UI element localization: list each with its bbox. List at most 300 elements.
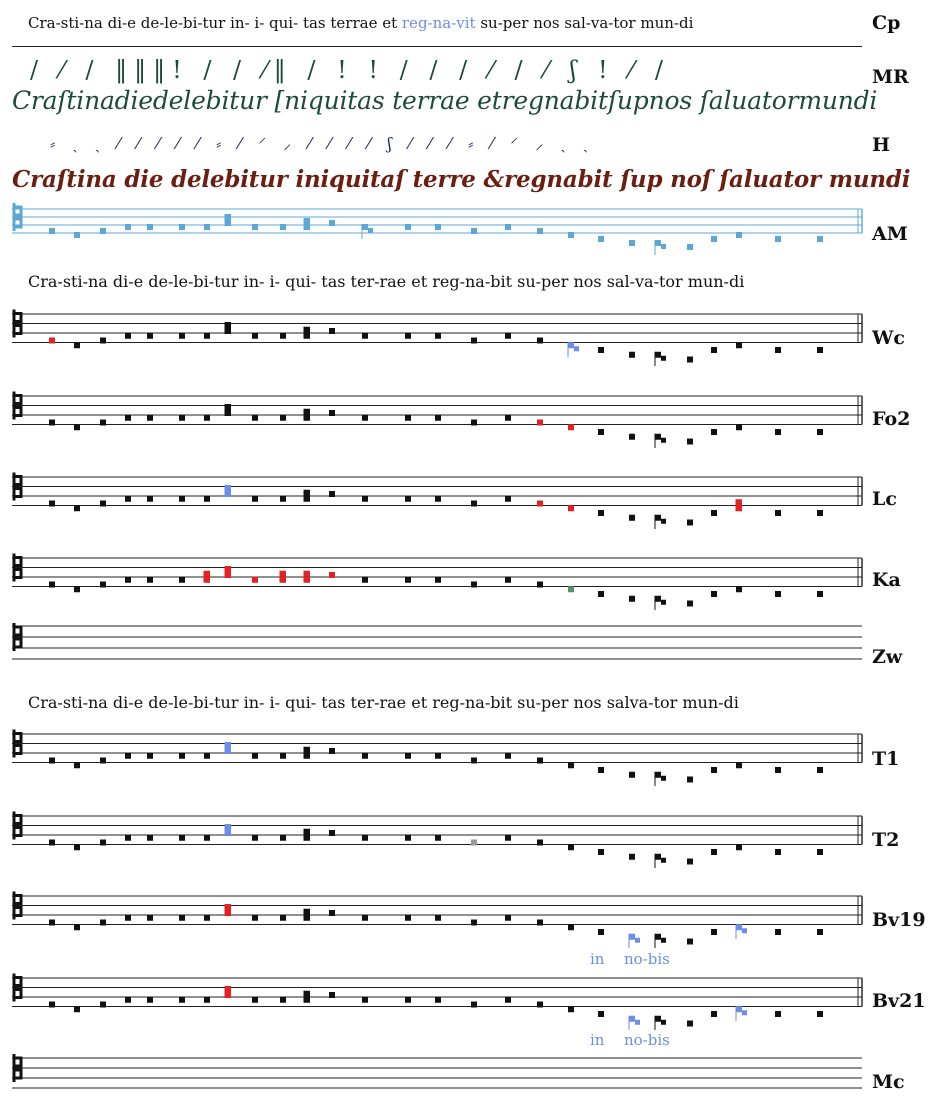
note-punctum xyxy=(471,758,477,764)
note-punctum xyxy=(736,499,742,505)
note-punctum xyxy=(711,429,717,435)
note-punctum xyxy=(100,1002,106,1008)
note-punctum xyxy=(629,854,635,860)
siglum-h: H xyxy=(872,134,890,156)
note-punctum xyxy=(125,753,131,759)
note-punctum xyxy=(225,220,231,226)
note-punctum xyxy=(49,1002,55,1008)
note-punctum xyxy=(655,772,661,778)
cp-lyric-highlight: reg-na-vit xyxy=(401,14,476,32)
note-punctum xyxy=(655,854,661,860)
note-punctum xyxy=(661,1020,666,1025)
staff-lc xyxy=(0,465,937,529)
note-punctum xyxy=(74,505,80,511)
staff-zw xyxy=(0,616,937,680)
note-punctum xyxy=(362,997,368,1003)
note-punctum xyxy=(598,849,604,855)
note-punctum xyxy=(711,347,717,353)
note-punctum xyxy=(329,491,335,497)
note-punctum xyxy=(471,1002,477,1008)
note-punctum xyxy=(655,1016,661,1022)
note-punctum xyxy=(711,767,717,773)
note-punctum xyxy=(179,333,185,339)
note-punctum xyxy=(280,915,286,921)
note-punctum xyxy=(775,849,781,855)
note-punctum xyxy=(362,915,368,921)
note-punctum xyxy=(304,571,310,577)
note-punctum xyxy=(147,997,153,1003)
h-neumes: ⸗ ˏ ˏ ⁄ ⁄ ⁄ ⁄ ⁄ ⸗ ⁄ ⸍ ⸝ ⁄ ⁄ ⁄ ⁄ ʃ ⁄ ⁄ ⁄ ⸗ ⁄ ⸍ ⸝ ˏ ˏ xyxy=(50,134,595,153)
note-punctum xyxy=(204,915,210,921)
section-1-lyric: Cra-sti-na di-e de-le-bi-tur in- i- qui- tas ter-rae et reg-na-bit su-per nos sal-va-tor mun-di xyxy=(28,272,745,291)
note-punctum xyxy=(435,333,441,339)
siglum-lc: Lc xyxy=(872,488,897,510)
note-punctum xyxy=(252,224,258,230)
note-punctum xyxy=(147,753,153,759)
note-punctum xyxy=(280,835,286,841)
bv21-variant-nobis: no-bis xyxy=(624,1031,670,1049)
note-punctum xyxy=(329,748,335,754)
note-punctum xyxy=(74,762,80,768)
note-punctum xyxy=(204,997,210,1003)
note-punctum xyxy=(225,322,231,328)
note-punctum xyxy=(537,920,543,926)
note-punctum xyxy=(687,777,693,783)
note-punctum xyxy=(225,566,231,572)
note-punctum xyxy=(362,333,368,339)
note-punctum xyxy=(629,772,635,778)
note-punctum xyxy=(736,924,742,930)
note-punctum xyxy=(736,342,742,348)
note-punctum xyxy=(687,357,693,363)
note-punctum xyxy=(225,485,231,491)
note-punctum xyxy=(742,1010,747,1015)
note-punctum xyxy=(537,1002,543,1008)
note-punctum xyxy=(505,997,511,1003)
note-punctum xyxy=(100,758,106,764)
note-punctum xyxy=(405,333,411,339)
note-punctum xyxy=(629,515,635,521)
note-punctum xyxy=(225,742,231,748)
note-punctum xyxy=(179,753,185,759)
note-punctum xyxy=(225,830,231,836)
note-punctum xyxy=(100,228,106,234)
bv19-variant-in: in xyxy=(590,950,605,968)
cp-lyric xyxy=(28,14,693,32)
note-punctum xyxy=(125,577,131,583)
note-punctum xyxy=(598,591,604,597)
note-punctum xyxy=(147,577,153,583)
note-punctum xyxy=(687,244,693,250)
note-punctum xyxy=(125,496,131,502)
note-punctum xyxy=(817,591,823,597)
note-punctum xyxy=(74,342,80,348)
note-punctum xyxy=(304,915,310,921)
note-punctum xyxy=(147,835,153,841)
staff-mc xyxy=(0,1050,937,1110)
note-punctum xyxy=(49,920,55,926)
note-punctum xyxy=(329,328,335,334)
note-punctum xyxy=(661,776,666,781)
note-punctum xyxy=(775,1011,781,1017)
note-punctum xyxy=(225,410,231,416)
note-punctum xyxy=(125,224,131,230)
note-punctum xyxy=(736,762,742,768)
note-punctum xyxy=(304,829,310,835)
note-punctum xyxy=(635,938,640,943)
note-punctum xyxy=(711,1011,717,1017)
note-punctum xyxy=(817,849,823,855)
note-punctum xyxy=(49,420,55,426)
note-punctum xyxy=(736,505,742,511)
note-punctum xyxy=(661,438,666,443)
note-punctum xyxy=(435,415,441,421)
note-punctum xyxy=(280,997,286,1003)
note-punctum xyxy=(280,753,286,759)
note-punctum xyxy=(505,577,511,583)
note-punctum xyxy=(179,997,185,1003)
note-punctum xyxy=(362,753,368,759)
note-punctum xyxy=(711,510,717,516)
siglum-ka: Ka xyxy=(872,569,901,591)
note-punctum xyxy=(736,424,742,430)
note-punctum xyxy=(125,415,131,421)
note-punctum xyxy=(225,404,231,410)
staff-t1 xyxy=(0,722,937,786)
note-punctum xyxy=(304,333,310,339)
note-punctum xyxy=(225,992,231,998)
note-punctum xyxy=(568,762,574,768)
siglum-t1: T1 xyxy=(872,748,900,770)
note-punctum xyxy=(304,577,310,583)
note-punctum xyxy=(204,753,210,759)
note-punctum xyxy=(304,224,310,230)
note-punctum xyxy=(817,767,823,773)
note-punctum xyxy=(629,596,635,602)
note-punctum xyxy=(252,997,258,1003)
note-punctum xyxy=(225,491,231,497)
note-punctum xyxy=(405,577,411,583)
note-punctum xyxy=(74,232,80,238)
header-rule xyxy=(12,46,862,47)
note-punctum xyxy=(655,934,661,940)
note-punctum xyxy=(225,904,231,910)
note-punctum xyxy=(329,992,335,998)
note-punctum xyxy=(505,496,511,502)
note-punctum xyxy=(711,236,717,242)
note-punctum xyxy=(304,997,310,1003)
cp-lyric-part-3: su-per nos sal-va-tor mun-di xyxy=(475,14,694,32)
note-punctum xyxy=(568,424,574,430)
note-punctum xyxy=(817,236,823,242)
note-punctum xyxy=(252,496,258,502)
note-punctum xyxy=(405,835,411,841)
note-punctum xyxy=(471,228,477,234)
note-punctum xyxy=(435,997,441,1003)
note-punctum xyxy=(362,577,368,583)
note-punctum xyxy=(204,835,210,841)
note-punctum xyxy=(125,915,131,921)
note-punctum xyxy=(304,415,310,421)
note-punctum xyxy=(147,496,153,502)
note-punctum xyxy=(304,753,310,759)
staff-ka xyxy=(0,546,937,610)
staff-bv19 xyxy=(0,884,937,948)
note-punctum xyxy=(505,415,511,421)
note-punctum xyxy=(568,1006,574,1012)
note-punctum xyxy=(661,356,666,361)
note-punctum xyxy=(252,333,258,339)
note-punctum xyxy=(736,1006,742,1012)
note-punctum xyxy=(74,924,80,930)
note-punctum xyxy=(100,840,106,846)
siglum-bv19: Bv19 xyxy=(872,909,926,931)
note-punctum xyxy=(711,849,717,855)
note-punctum xyxy=(505,835,511,841)
note-punctum xyxy=(100,501,106,507)
note-punctum xyxy=(405,224,411,230)
note-punctum xyxy=(629,434,635,440)
note-punctum xyxy=(661,244,666,249)
note-punctum xyxy=(225,572,231,578)
note-punctum xyxy=(687,601,693,607)
note-punctum xyxy=(598,429,604,435)
staff-fo2 xyxy=(0,384,937,448)
note-punctum xyxy=(280,577,286,583)
note-punctum xyxy=(49,501,55,507)
note-punctum xyxy=(329,220,335,226)
note-punctum xyxy=(362,224,368,230)
note-punctum xyxy=(655,596,661,602)
note-punctum xyxy=(661,519,666,524)
note-punctum xyxy=(537,758,543,764)
note-punctum xyxy=(179,415,185,421)
note-punctum xyxy=(505,333,511,339)
note-punctum xyxy=(204,496,210,502)
note-punctum xyxy=(661,858,666,863)
note-punctum xyxy=(225,214,231,220)
h-manuscript-text: Craſtina die delebitur iniquitaſ terre &regnabit ſup noſ ſaluator mundi xyxy=(12,166,911,193)
note-punctum xyxy=(471,501,477,507)
note-punctum xyxy=(775,429,781,435)
note-punctum xyxy=(537,420,543,426)
mr-manuscript-text: Craſtinadiedelebitur [niquitas terrae etregnabitſupnos ſaluatormundi xyxy=(12,86,878,115)
note-punctum xyxy=(329,572,335,578)
note-punctum xyxy=(304,218,310,224)
note-punctum xyxy=(661,938,666,943)
note-punctum xyxy=(471,920,477,926)
note-punctum xyxy=(405,915,411,921)
note-punctum xyxy=(537,501,543,507)
note-punctum xyxy=(574,346,579,351)
note-punctum xyxy=(435,753,441,759)
note-punctum xyxy=(147,224,153,230)
cp-lyric-part-1: Cra-sti-na di-e de-le-bi-tur in- i- qui- tas terrae et xyxy=(28,14,402,32)
note-punctum xyxy=(568,924,574,930)
note-punctum xyxy=(405,753,411,759)
mr-neumes: / ⁄ / ‖‖‖! / / ⁄‖ / ! ! / / / ⁄ / ⁄ ʃ ! ⁄ / xyxy=(30,56,670,84)
note-punctum xyxy=(598,347,604,353)
note-punctum xyxy=(179,915,185,921)
note-punctum xyxy=(775,929,781,935)
note-punctum xyxy=(280,571,286,577)
note-punctum xyxy=(147,333,153,339)
note-punctum xyxy=(100,338,106,344)
note-punctum xyxy=(537,582,543,588)
note-punctum xyxy=(304,409,310,415)
note-punctum xyxy=(435,835,441,841)
note-punctum xyxy=(817,929,823,935)
note-punctum xyxy=(537,228,543,234)
note-punctum xyxy=(252,577,258,583)
note-punctum xyxy=(471,420,477,426)
note-punctum xyxy=(817,510,823,516)
note-punctum xyxy=(655,434,661,440)
note-punctum xyxy=(505,915,511,921)
note-punctum xyxy=(225,328,231,334)
note-punctum xyxy=(687,439,693,445)
note-punctum xyxy=(711,591,717,597)
note-punctum xyxy=(598,1011,604,1017)
note-punctum xyxy=(598,510,604,516)
bv21-variant-in: in xyxy=(590,1031,605,1049)
note-punctum xyxy=(125,333,131,339)
note-punctum xyxy=(204,571,210,577)
note-punctum xyxy=(598,929,604,935)
note-punctum xyxy=(736,586,742,592)
note-punctum xyxy=(329,830,335,836)
note-punctum xyxy=(537,840,543,846)
note-punctum xyxy=(179,835,185,841)
note-punctum xyxy=(736,232,742,238)
note-punctum xyxy=(179,224,185,230)
note-punctum xyxy=(405,997,411,1003)
note-punctum xyxy=(179,496,185,502)
note-punctum xyxy=(435,915,441,921)
note-punctum xyxy=(598,767,604,773)
note-punctum xyxy=(711,929,717,935)
note-punctum xyxy=(362,496,368,502)
section-2-lyric: Cra-sti-na di-e de-le-bi-tur in- i- qui- tas ter-rae et reg-na-bit su-per nos salva-tor mun-di xyxy=(28,693,739,712)
note-punctum xyxy=(471,582,477,588)
note-punctum xyxy=(49,582,55,588)
note-punctum xyxy=(329,410,335,416)
staff-bv21 xyxy=(0,966,937,1030)
siglum-fo2: Fo2 xyxy=(872,408,911,430)
note-punctum xyxy=(405,496,411,502)
note-punctum xyxy=(304,496,310,502)
note-punctum xyxy=(125,997,131,1003)
note-punctum xyxy=(742,928,747,933)
siglum-am: AM xyxy=(872,223,908,245)
note-punctum xyxy=(74,844,80,850)
note-punctum xyxy=(405,415,411,421)
note-punctum xyxy=(435,577,441,583)
note-punctum xyxy=(280,333,286,339)
note-punctum xyxy=(49,228,55,234)
note-punctum xyxy=(568,342,574,348)
note-punctum xyxy=(100,920,106,926)
note-punctum xyxy=(204,333,210,339)
note-punctum xyxy=(629,240,635,246)
note-punctum xyxy=(74,424,80,430)
note-punctum xyxy=(204,224,210,230)
siglum-cp: Cp xyxy=(872,12,901,34)
note-punctum xyxy=(147,915,153,921)
note-punctum xyxy=(204,577,210,583)
staff-wc xyxy=(0,302,937,366)
note-punctum xyxy=(49,338,55,344)
note-punctum xyxy=(568,505,574,511)
note-punctum xyxy=(179,577,185,583)
note-punctum xyxy=(252,835,258,841)
staff-t2 xyxy=(0,804,937,868)
note-punctum xyxy=(775,236,781,242)
note-punctum xyxy=(329,910,335,916)
note-punctum xyxy=(661,600,666,605)
siglum-t2: T2 xyxy=(872,829,900,851)
note-punctum xyxy=(537,338,543,344)
siglum-mr: MR xyxy=(872,66,909,88)
siglum-wc: Wc xyxy=(872,327,905,349)
note-punctum xyxy=(252,915,258,921)
note-punctum xyxy=(100,582,106,588)
note-punctum xyxy=(252,753,258,759)
note-punctum xyxy=(775,510,781,516)
note-punctum xyxy=(304,327,310,333)
note-punctum xyxy=(568,232,574,238)
note-punctum xyxy=(817,347,823,353)
note-punctum xyxy=(568,586,574,592)
note-punctum xyxy=(280,496,286,502)
note-punctum xyxy=(362,415,368,421)
note-punctum xyxy=(736,844,742,850)
note-punctum xyxy=(280,224,286,230)
note-punctum xyxy=(368,228,373,233)
note-punctum xyxy=(775,591,781,597)
note-punctum xyxy=(49,840,55,846)
note-punctum xyxy=(280,415,286,421)
note-punctum xyxy=(147,415,153,421)
note-punctum xyxy=(204,415,210,421)
note-punctum xyxy=(775,347,781,353)
note-punctum xyxy=(505,224,511,230)
bv19-variant-nobis: no-bis xyxy=(624,950,670,968)
note-punctum xyxy=(598,236,604,242)
note-punctum xyxy=(655,240,661,246)
note-punctum xyxy=(362,835,368,841)
note-punctum xyxy=(817,429,823,435)
note-punctum xyxy=(304,909,310,915)
note-punctum xyxy=(74,586,80,592)
note-punctum xyxy=(687,1021,693,1027)
siglum-bv21: Bv21 xyxy=(872,990,926,1012)
note-punctum xyxy=(304,747,310,753)
note-punctum xyxy=(687,939,693,945)
note-punctum xyxy=(629,352,635,358)
note-punctum xyxy=(304,490,310,496)
note-punctum xyxy=(629,1016,635,1022)
note-punctum xyxy=(49,758,55,764)
note-punctum xyxy=(629,934,635,940)
staff-am xyxy=(0,203,937,263)
note-punctum xyxy=(568,844,574,850)
note-punctum xyxy=(435,224,441,230)
note-punctum xyxy=(471,338,477,344)
note-punctum xyxy=(252,415,258,421)
note-punctum xyxy=(817,1011,823,1017)
note-punctum xyxy=(225,986,231,992)
